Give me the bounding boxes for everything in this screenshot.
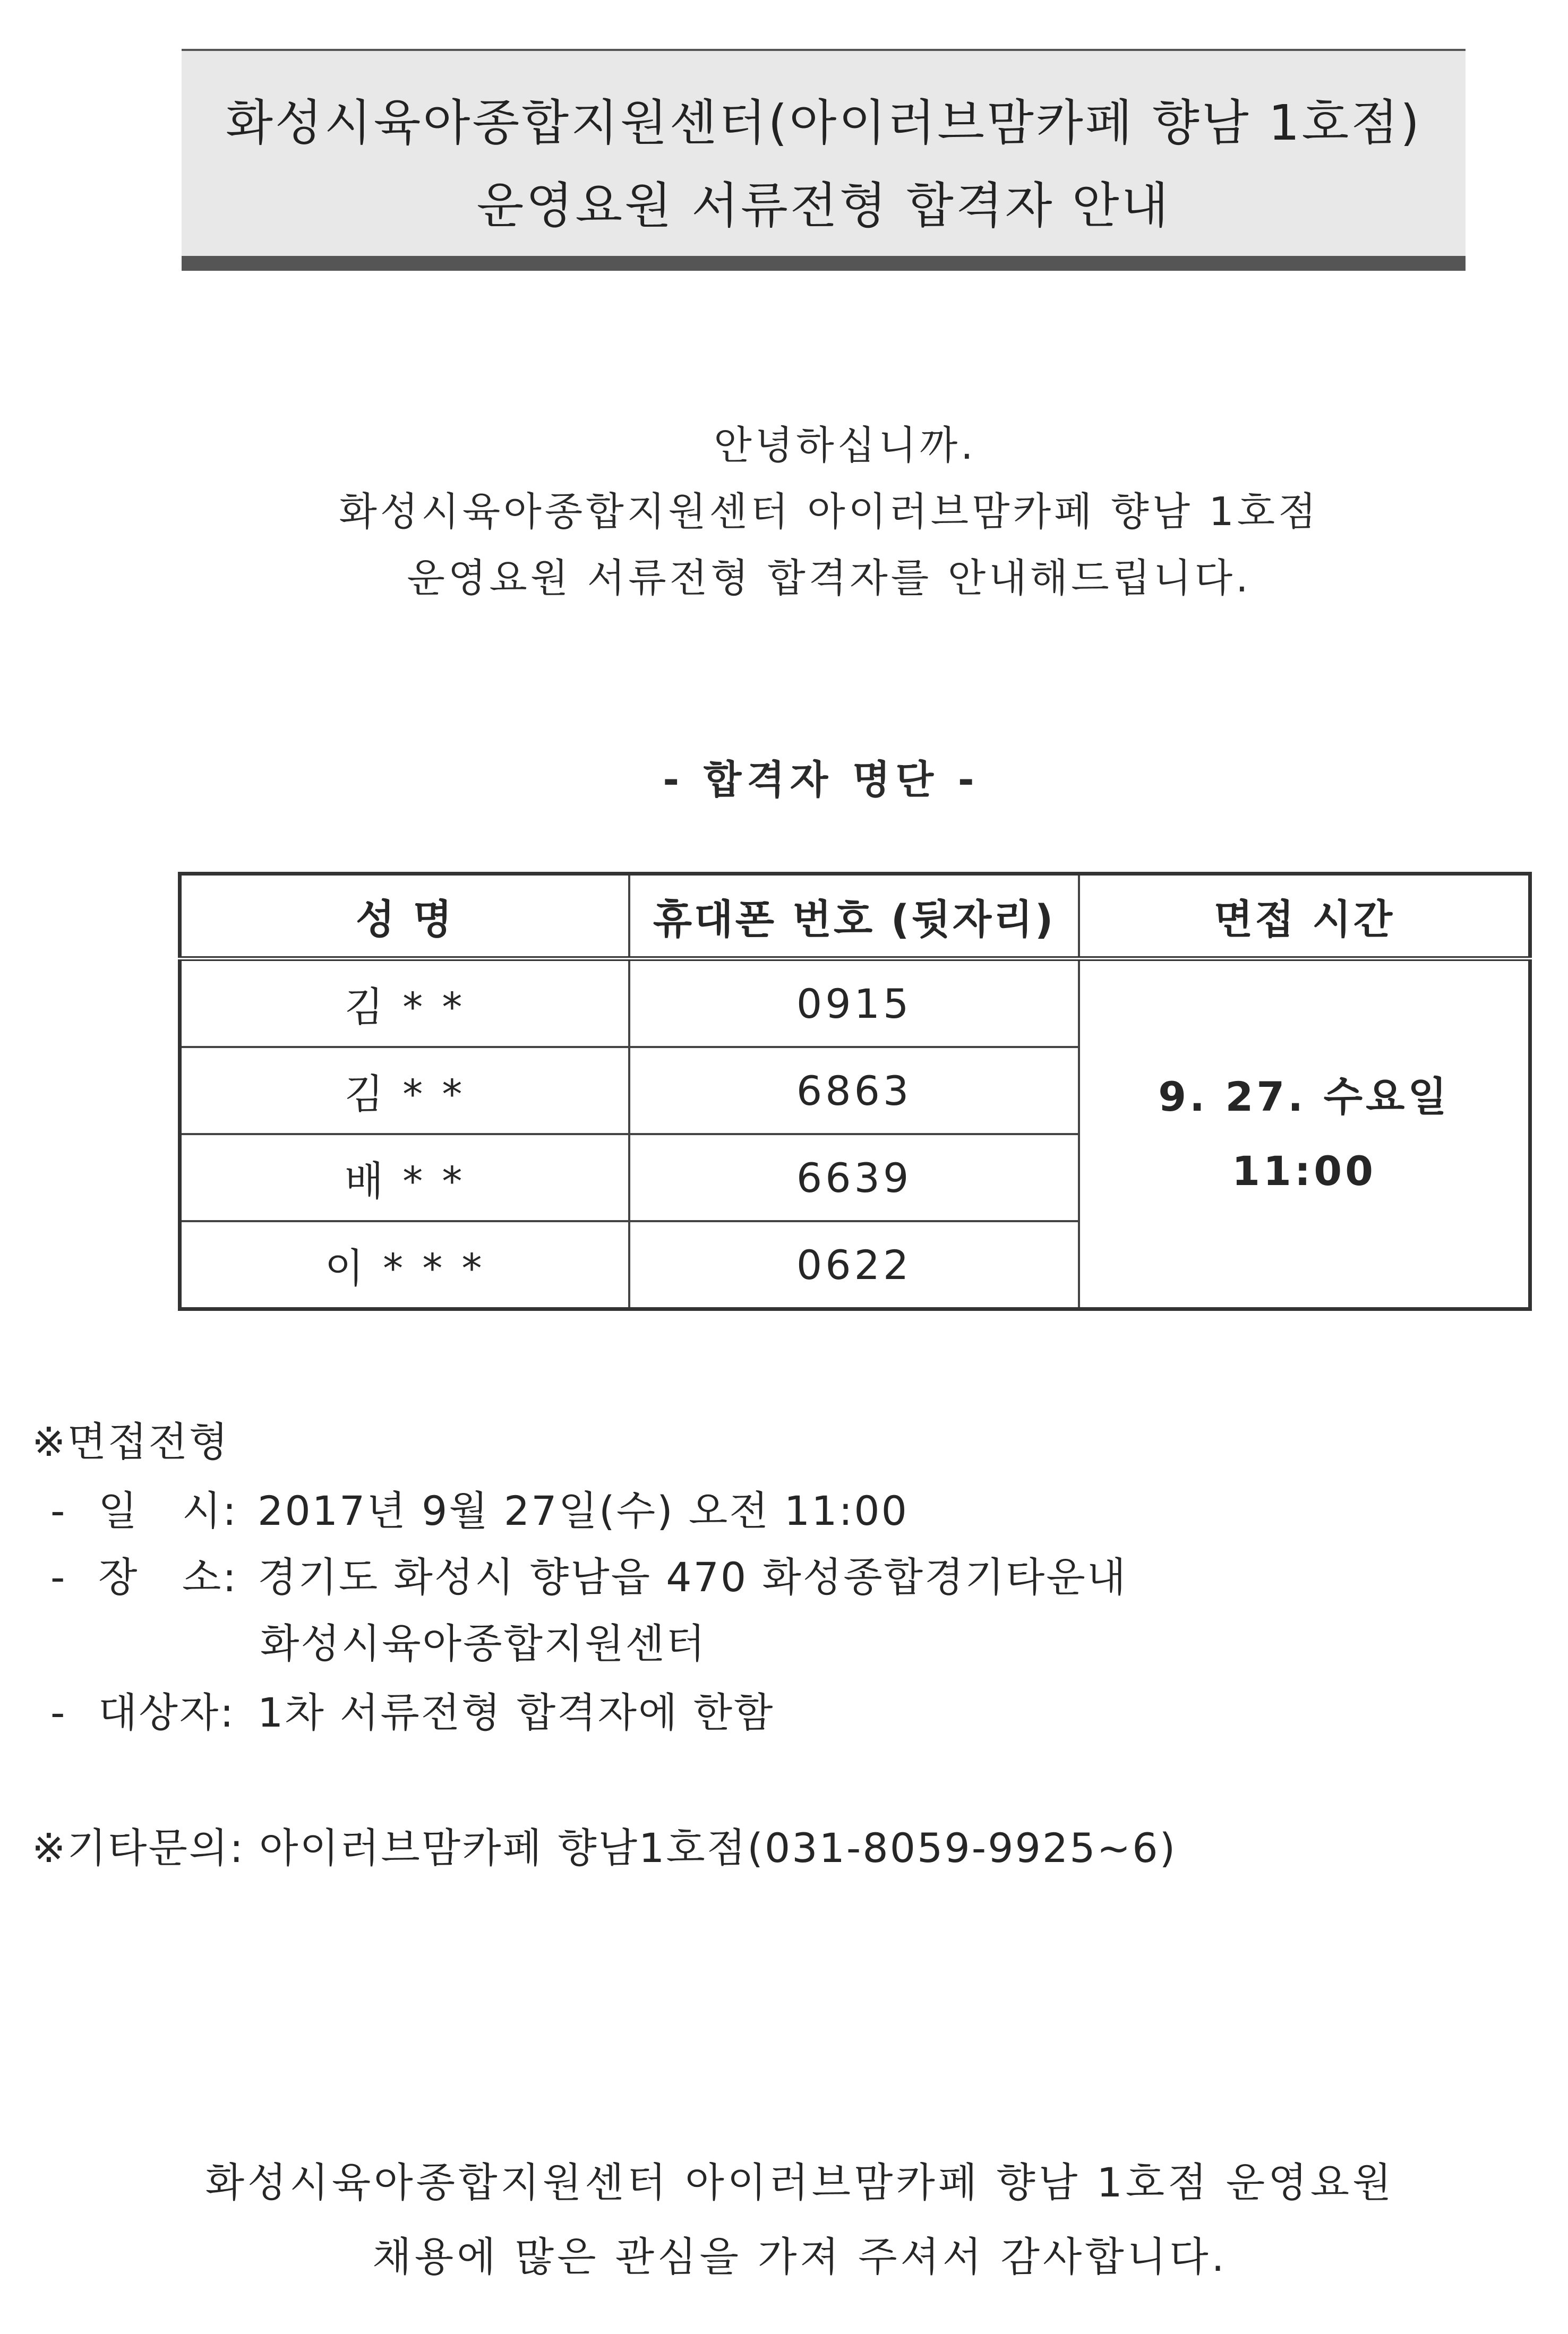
cell-phone: 0622 xyxy=(629,1221,1079,1309)
header-time: 면접 시간 xyxy=(1079,874,1530,959)
cell-phone: 6863 xyxy=(629,1047,1079,1134)
dash-marker: - xyxy=(50,1554,67,1601)
interview-time: 11:00 xyxy=(1232,1147,1377,1195)
table-row xyxy=(180,959,1530,1048)
datetime-value: 2017년 9월 27일(수) 오전 11:00 xyxy=(258,1487,909,1534)
title-box xyxy=(182,49,1466,264)
interview-place-line xyxy=(50,1545,1127,1603)
greeting-line-3: 운영요원 서류전형 합격자를 안내해드립니다. xyxy=(407,555,1252,601)
passer-table xyxy=(178,872,1532,1311)
place-label: 장 소: xyxy=(98,1554,238,1601)
title-underline-bar xyxy=(182,256,1466,271)
contact-label: ※기타문의: xyxy=(32,1824,245,1872)
title-line-2: 운영요원 서류전형 합격자 안내 xyxy=(476,177,1171,234)
cell-phone: 6639 xyxy=(629,1134,1079,1221)
contact-value: 아이러브맘카페 향남1호점(031-8059-9925~6) xyxy=(259,1824,1177,1872)
title-line-1: 화성시육아종합지원센터(아이러브맘카페 향남 1호점) xyxy=(226,95,1421,151)
table-header-row xyxy=(180,874,1530,959)
place-value-line-1: 경기도 화성시 향남읍 470 화성종합경기타운내 xyxy=(258,1554,1128,1601)
header-phone: 휴대폰 번호 (뒷자리) xyxy=(629,874,1079,959)
cell-name: 김 * * xyxy=(180,959,630,1048)
greeting-line-1: 안녕하십니까. xyxy=(714,423,976,468)
cell-name: 배 * * xyxy=(180,1134,630,1221)
target-label: 대상자: xyxy=(98,1689,235,1736)
greeting-line-2: 화성시육아종합지원센터 아이러브맘카페 향남 1호점 xyxy=(339,489,1319,535)
interview-datetime-line xyxy=(50,1479,909,1537)
closing-line-1: 화성시육아종합지원센터 아이러브맘카페 향남 1호점 운영요원 xyxy=(205,2159,1395,2206)
cell-interview-time xyxy=(1079,959,1530,1309)
list-heading: - 합격자 명단 - xyxy=(663,757,980,803)
contact-line xyxy=(32,1816,1177,1874)
cell-phone: 0915 xyxy=(629,959,1079,1048)
target-value: 1차 서류전형 합격자에 한함 xyxy=(258,1689,775,1736)
cell-name: 김 * * xyxy=(180,1047,630,1134)
datetime-label: 일 시: xyxy=(98,1487,238,1534)
header-name: 성 명 xyxy=(180,874,630,959)
dash-marker: - xyxy=(50,1487,67,1534)
interview-date: 9. 27. 수요일 xyxy=(1158,1073,1450,1120)
interview-target-line xyxy=(50,1680,774,1738)
dash-marker: - xyxy=(50,1689,67,1736)
closing-line-2: 채용에 많은 관심을 가져 주셔서 감사합니다. xyxy=(372,2233,1228,2280)
cell-name: 이 * * * xyxy=(180,1221,630,1309)
place-value-line-2: 화성시육아종합지원센터 xyxy=(260,1620,707,1667)
interview-info-heading: ※면접전형 xyxy=(32,1418,230,1465)
